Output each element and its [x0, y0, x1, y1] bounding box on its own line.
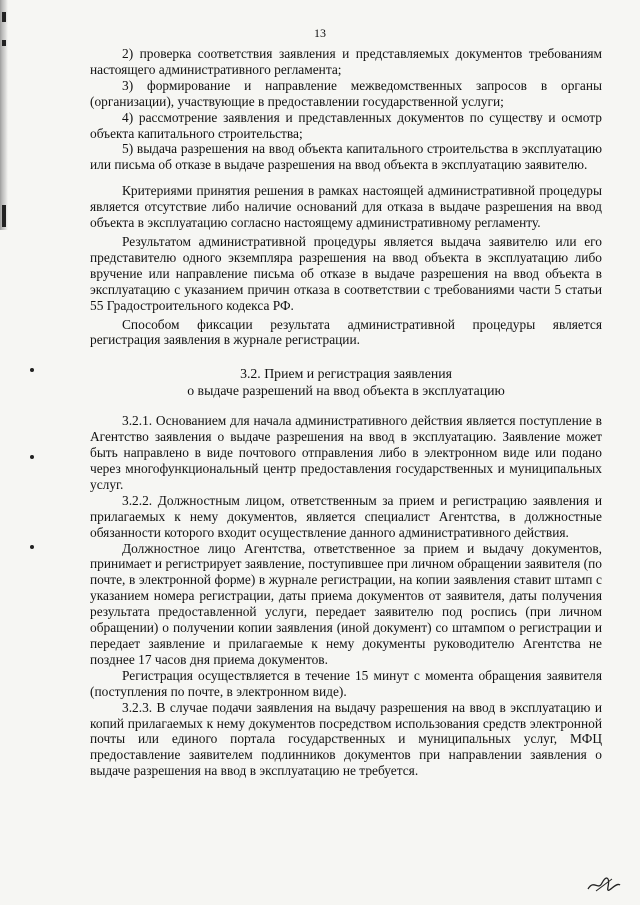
section-heading-line: о выдаче разрешений на ввод объекта в эксплуатацию — [187, 383, 505, 399]
section-heading — [90, 365, 602, 399]
paragraph: 3.2.1. Основанием для начала административного действия является поступление в Агентство заявления о выдаче разрешения на ввод в эксплуатацию. Заявление может быть направлено в виде почтового отправления либо в электронном виде или подано через многофункциональный центр предоставления государственных и муниципальных услуг. — [90, 413, 602, 492]
paragraph: Способом фиксации результата административной процедуры является регистрация заявления в журнале регистрации. — [90, 316, 602, 348]
margin-dot — [30, 545, 34, 549]
paragraph: 3.2.3. В случае подачи заявления на выдачу разрешения на ввод в эксплуатацию и копий прилагаемых к нему документов посредством использования средств электронной почты или единого портала государственных и муниципальных услуг, МФЦ предоставление заявителем подлинников документов при направлении заявления о выдаче разрешения на ввод в эксплуатацию не требуется. — [90, 699, 602, 779]
paragraph: Должностное лицо Агентства, ответственное за прием и выдачу документов, принимает и регистрирует заявление, поступившее при личном обращении заявителя (по почте, в электронной форме) в журнале регистрации, на копии заявления ставит штамп с указанием номера регистрации, даты приема документов от заявителя, даты получения результата предоставленной услуги, передает заявителю под роспись (при личном обращении) о получении копии заявления (иной документ) со штампом о регистрации и передает заявление и прилагаемые к нему документы руководителю Агентства не позднее 17 часов дня приема документов. — [90, 540, 602, 667]
scan-edge-mark — [2, 205, 6, 227]
document-body — [90, 46, 602, 779]
margin-dot — [30, 455, 34, 459]
list-item: 4) рассмотрение заявления и представленных документов по существу и осмотр объекта капитального строительства; — [90, 109, 602, 141]
paragraph: Результатом административной процедуры является выдача заявителю или его представителю одного экземпляра разрешения на ввод объекта в эксплуатацию либо вручение или направление письма об отказе в выдаче разрешения на ввод объекта в эксплуатацию с указанием причин отказа в соответствии с требованиями части 5 статьи 55 Градостроительного кодекса РФ. — [90, 233, 602, 313]
section-heading-line: 3.2. Прием и регистрация заявления — [240, 366, 452, 382]
page-number: 13 — [314, 26, 326, 40]
margin-dot — [30, 368, 34, 372]
paragraph: 3.2.2. Должностным лицом, ответственным за прием и регистрацию заявления и прилагаемых к нему документов, является специалист Агентства, в должностные обязанности которого входит осуществление данного административного действия. — [90, 492, 602, 540]
scan-edge-mark — [2, 12, 6, 22]
paragraph: Регистрация осуществляется в течение 15 минут с момента обращения заявителя (поступления по почте, в электронном виде). — [90, 667, 602, 699]
signature-mark — [586, 875, 622, 893]
list-item: 5) выдача разрешения на ввод объекта капитального строительства в эксплуатацию или письма об отказе в выдаче разрешения на ввод объекта в эксплуатацию заявителю. — [90, 141, 602, 173]
list-item: 3) формирование и направление межведомственных запросов в органы (организации), участвующие в предоставлении государственной услуги; — [90, 77, 602, 109]
paragraph: Критериями принятия решения в рамках настоящей административной процедуры является отсутствие либо наличие оснований для отказа в выдаче разрешения на ввод объекта в эксплуатацию согласно настоящему административному регламенту. — [90, 183, 602, 231]
list-item: 2) проверка соответствия заявления и представляемых документов требованиям настоящего административного регламента; — [90, 46, 602, 77]
